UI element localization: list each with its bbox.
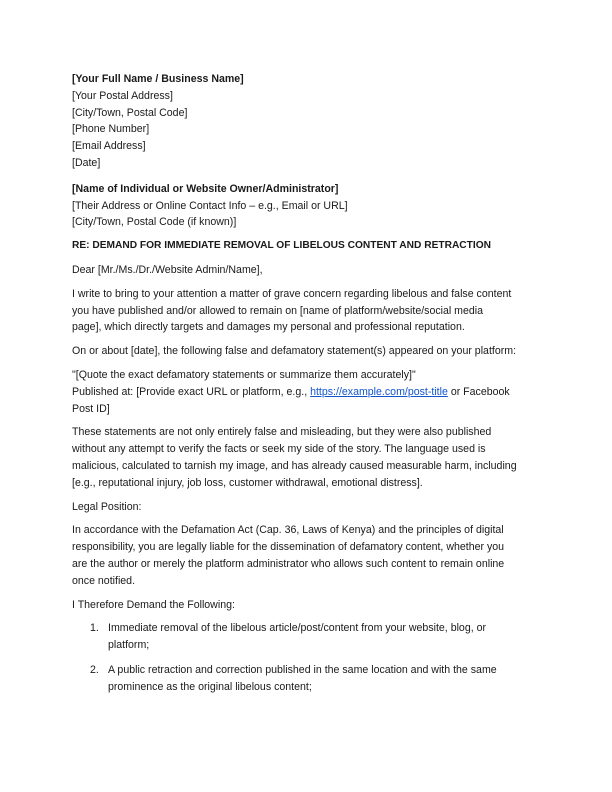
demand-line: Immediate removal of the libelous article/post/content from your website, blog, or [108, 622, 487, 635]
paragraph-line: [e.g., reputational injury, job loss, customer withdrawal, emotional distress]. [72, 476, 423, 489]
salutation: Dear [Mr./Ms./Dr./Website Admin/Name], [72, 263, 263, 276]
sender-phone: [Phone Number] [72, 123, 150, 136]
demand-number: 1. [90, 622, 99, 635]
paragraph-line: without any attempt to verify the facts or seek my side of the story. The language used is [72, 443, 486, 456]
sender-date: [Date] [72, 156, 101, 169]
published-line2: Post ID] [72, 402, 110, 415]
demand-line: A public retraction and correction published in the same location and with the same [108, 663, 497, 676]
paragraph-line: are the author or merely the platform administrator who allows such content to remain online [72, 557, 505, 570]
published-at-line [72, 384, 542, 401]
legal-position-heading: Legal Position: [72, 500, 142, 513]
paragraph-line: In accordance with the Defamation Act (Cap. 36, Laws of Kenya) and the principles of digital [72, 524, 504, 537]
paragraph-legal [72, 522, 542, 589]
recipient-block [72, 181, 542, 231]
recipient-contact: [Their Address or Online Contact Info – e.g., Email or URL] [72, 199, 348, 212]
sender-address: [Your Postal Address] [72, 89, 173, 102]
paragraph-line: once notified. [72, 574, 136, 587]
demand-heading: I Therefore Demand the Following: [72, 598, 235, 611]
published-prefix: Published at: [Provide exact URL or platform, e.g., [72, 385, 311, 398]
sender-email: [Email Address] [72, 140, 146, 153]
paragraph-line: responsibility, you are legally liable for the dissemination of defamatory content, whether you [72, 541, 505, 554]
demand-line: platform; [108, 639, 150, 652]
demand-item [72, 620, 542, 654]
quote-block [72, 367, 542, 417]
subject-line: RE: DEMAND FOR IMMEDIATE REMOVAL OF LIBELOUS CONTENT AND RETRACTION [72, 240, 491, 252]
demand-line: prominence as the original libelous content; [108, 680, 312, 693]
paragraph-harm [72, 424, 542, 491]
paragraph-intro [72, 286, 542, 336]
recipient-name: [Name of Individual or Website Owner/Administrator] [72, 182, 339, 195]
sender-city: [City/Town, Postal Code] [72, 106, 188, 119]
paragraph-line: These statements are not only entirely false and misleading, but they were also published [72, 426, 492, 439]
demand-list [72, 620, 542, 695]
demand-number: 2. [90, 663, 99, 676]
sender-block [72, 71, 542, 172]
quoted-statement: "[Quote the exact defamatory statements or summarize them accurately]" [72, 368, 416, 381]
paragraph-line: malicious, calculated to tarnish my image, and has already caused measurable harm, including [72, 459, 517, 472]
paragraph-line: you have published and/or allowed to remain on [name of platform/website/social media [72, 304, 484, 317]
paragraph-line: I write to bring to your attention a matter of grave concern regarding libelous and false content [72, 287, 512, 300]
example-url-link[interactable]: https://example.com/post-title [310, 385, 448, 398]
paragraph-line: page], which directly targets and damages my personal and professional reputation. [72, 321, 465, 334]
paragraph-date-statement: On or about [date], the following false and defamatory statement(s) appeared on your platform: [72, 345, 517, 358]
letter-body [72, 71, 542, 704]
sender-name: [Your Full Name / Business Name] [72, 73, 244, 85]
published-suffix: or Facebook [447, 385, 510, 398]
recipient-city: [City/Town, Postal Code (if known)] [72, 216, 237, 229]
demand-item [72, 662, 542, 696]
